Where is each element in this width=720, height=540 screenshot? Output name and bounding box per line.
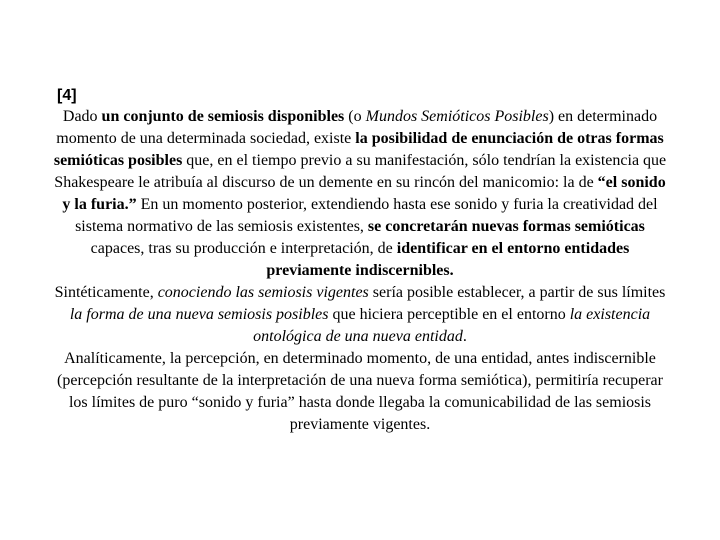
text-run: Analíticamente, la percepción, en determinado momento, de una entidad, antes indiscernible (percepción resultante de la interpretación de una nueva forma semiótica), permitiría recuperar los límites de puro “sonido y furia” hasta donde llegaba la comunicabilidad de las semiosis previamente vigentes. <box>57 350 663 433</box>
text-run: que hiciera perceptible en el entorno <box>328 306 570 323</box>
italic-run: conociendo las semiosis vigentes <box>157 284 369 301</box>
paragraph-dado <box>52 106 668 282</box>
bold-run: “el sonido y la furia.” <box>62 174 666 213</box>
text-run: ) en determinado momento de una determinada sociedad, existe <box>56 108 658 147</box>
text-run: sería posible establecer, a partir de sus límites <box>368 284 666 301</box>
bold-run: la posibilidad de enunciación de otras formas semióticas posibles <box>53 130 664 169</box>
text-run: (o <box>344 108 366 125</box>
slide-number-label: [4] <box>57 87 77 104</box>
bold-run: un conjunto de semiosis disponibles <box>101 108 345 125</box>
body-text <box>52 106 668 436</box>
text-run: que, en el tiempo previo a su manifestación, sólo tendrían la existencia que Shakespeare le atribuía al discurso de un demente en su rincón del manicomio: la de <box>54 152 667 191</box>
text-run: capaces, tras su producción e interpretación, de <box>90 240 397 257</box>
bold-run: identificar en el entorno entidades previamente indiscernibles. <box>266 240 630 279</box>
italic-run: la forma de una nueva semiosis posibles <box>69 306 329 323</box>
italic-run: Mundos Semióticos Posibles <box>365 108 549 125</box>
text-run: . <box>462 328 467 345</box>
italic-run: la existencia ontológica de una nueva entidad <box>253 306 651 345</box>
text-run: Dado <box>62 108 102 125</box>
paragraph-analiticamente <box>52 348 668 436</box>
text-run: En un momento posterior, extendiendo hasta ese sonido y furia la creatividad del sistema normativo de las semiosis existentes, <box>75 196 658 235</box>
text-run: Sintéticamente, <box>54 284 158 301</box>
paragraph-sinteticamente <box>52 282 668 348</box>
bold-run: se concretarán nuevas formas semióticas <box>367 218 645 235</box>
